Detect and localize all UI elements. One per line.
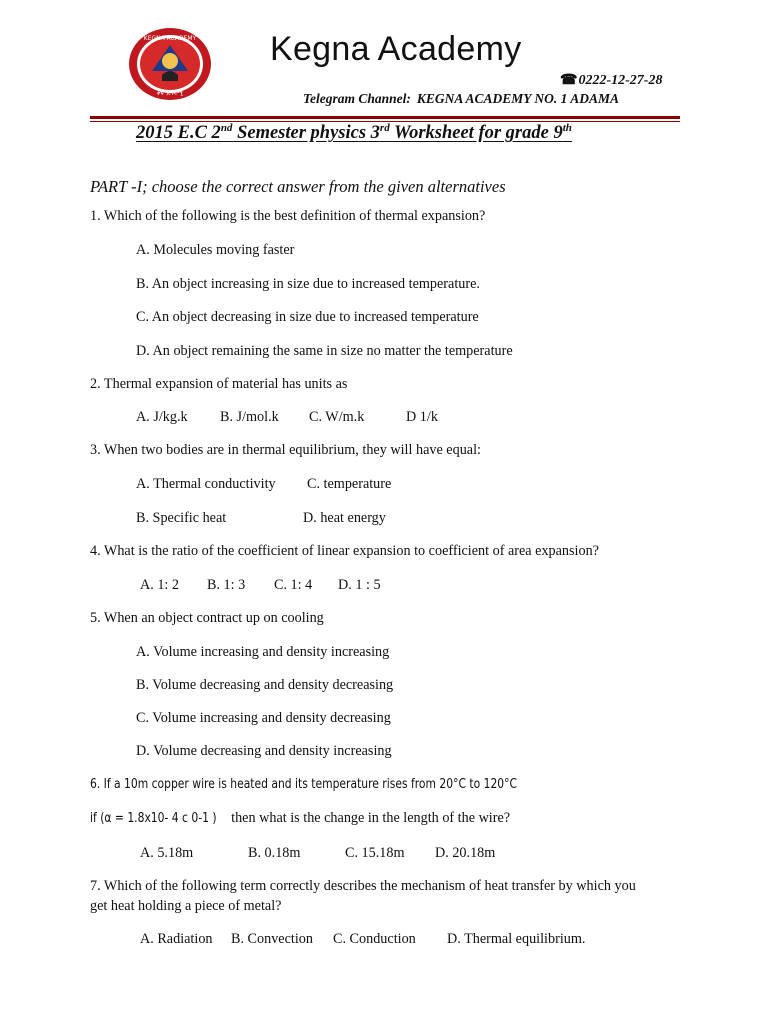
worksheet-title — [136, 122, 572, 144]
logo-text-bottom: ቀኛ አካዳሚ — [156, 90, 184, 97]
title-sup-3: th — [562, 122, 572, 134]
q6-alpha-value: if (α = 1.8x10- 4 c 0-1 ) — [90, 811, 217, 826]
question-7-line-1: 7. Which of the following term correctly describes the mechanism of heat transfer by which you — [90, 878, 636, 894]
question-3: 3. When two bodies are in thermal equilibrium, they will have equal: — [90, 442, 481, 458]
q2-option-d: D 1/k — [406, 409, 438, 425]
telephone-icon: ☎ — [560, 73, 578, 88]
title-part-2: Semester physics 3 — [232, 123, 380, 144]
phone-number — [560, 72, 662, 89]
q1-option-b: B. An object increasing in size due to increased temperature. — [136, 276, 480, 292]
q6-option-b: B. 0.18m — [248, 845, 301, 861]
q5-option-a: A. Volume increasing and density increasing — [136, 644, 390, 660]
part-heading: PART -I; choose the correct answer from the given alternatives — [90, 177, 506, 196]
question-6-line-2 — [90, 810, 510, 827]
q5-option-b: B. Volume decreasing and density decreasing — [136, 677, 394, 693]
title-sup-1: nd — [220, 122, 233, 134]
q2-option-c: C. W/m.k — [309, 409, 365, 425]
q3-option-c: C. temperature — [307, 476, 392, 492]
question-7-line-2: get heat holding a piece of metal? — [90, 898, 282, 914]
question-2: 2. Thermal expansion of material has units as — [90, 376, 348, 392]
q3-option-a: A. Thermal conductivity — [136, 476, 276, 492]
question-1: 1. Which of the following is the best definition of thermal expansion? — [90, 208, 486, 224]
q2-option-b: B. J/mol.k — [220, 409, 279, 425]
q4-option-c: C. 1: 4 — [274, 577, 313, 593]
title-sup-2: rd — [379, 122, 390, 134]
q6-option-c: C. 15.18m — [345, 845, 405, 861]
q6-option-d: D. 20.18m — [435, 845, 496, 861]
q3-option-d: D. heat energy — [303, 510, 386, 526]
header-divider-thick — [90, 116, 680, 119]
q1-option-a: A. Molecules moving faster — [136, 242, 295, 258]
q2-option-a: A. J/kg.k — [136, 409, 188, 425]
q5-option-d: D. Volume decreasing and density increasing — [136, 743, 392, 759]
q7-option-a: A. Radiation — [140, 931, 213, 947]
q6-option-a: A. 5.18m — [140, 845, 194, 861]
logo-text-top: KEGNA ACADEMY — [143, 35, 197, 42]
question-6-line-1: 6. If a 10m copper wire is heated and its temperature rises from 20°C to 120°C — [90, 777, 518, 792]
q7-option-d: D. Thermal equilibrium. — [447, 931, 586, 947]
q6-question-rest: then what is the change in the length of the wire? — [227, 810, 511, 826]
q1-option-c: C. An object decreasing in size due to increased temperature — [136, 309, 479, 325]
q4-option-d: D. 1 : 5 — [338, 577, 381, 593]
q4-option-a: A. 1: 2 — [140, 577, 180, 593]
q5-option-c: C. Volume increasing and density decreasing — [136, 710, 391, 726]
title-part-3: Worksheet for grade 9 — [389, 123, 563, 144]
telegram-label: Telegram Channel: — [303, 91, 411, 106]
telegram-value: KEGNA ACADEMY NO. 1 ADAMA — [416, 91, 620, 106]
phone-value: 0222-12-27-28 — [578, 73, 663, 88]
telegram-channel — [303, 91, 619, 107]
question-4: 4. What is the ratio of the coefficient of linear expansion to coefficient of area expansion? — [90, 543, 599, 559]
q4-option-b: B. 1: 3 — [207, 577, 246, 593]
q1-option-d: D. An object remaining the same in size no matter the temperature — [136, 343, 513, 359]
academy-logo — [128, 27, 212, 101]
q3-option-b: B. Specific heat — [136, 510, 227, 526]
question-5: 5. When an object contract up on cooling — [90, 610, 324, 626]
title-part-1: 2015 E.C 2 — [136, 123, 221, 144]
q7-option-c: C. Conduction — [333, 931, 416, 947]
brand-name: Kegna Academy — [270, 30, 522, 68]
q7-option-b: B. Convection — [231, 931, 313, 947]
